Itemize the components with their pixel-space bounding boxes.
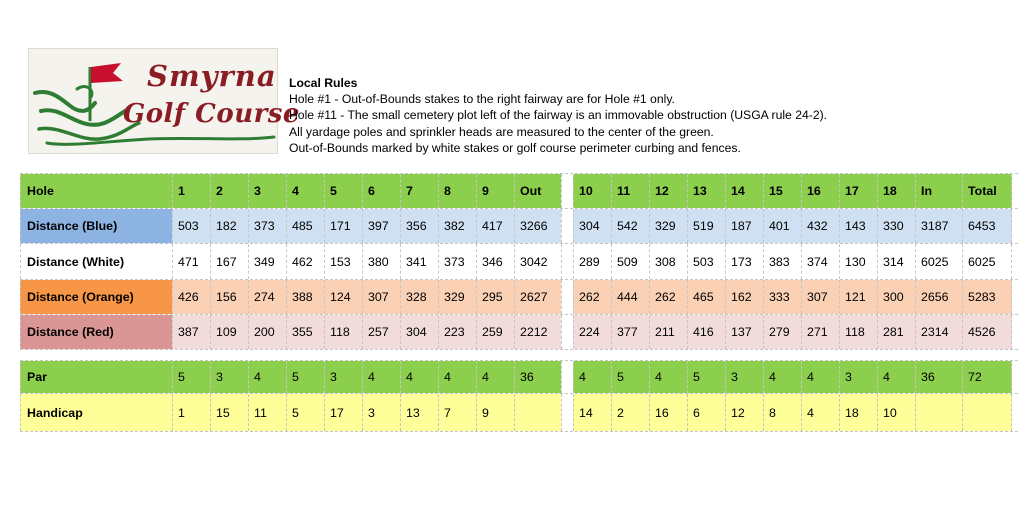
column-separator — [561, 315, 573, 349]
table-cell: 257 — [362, 315, 400, 349]
table-cell: 346 — [476, 244, 514, 279]
table-cell: 356 — [400, 209, 438, 243]
table-cell: 18 — [839, 394, 877, 431]
table-cell: 2627 — [514, 280, 561, 314]
table-cell: 3 — [210, 361, 248, 393]
table-cell: 7 — [438, 394, 476, 431]
table-cell: 2656 — [915, 280, 962, 314]
column-separator — [561, 394, 573, 431]
table-cell: 4 — [649, 361, 687, 393]
table-cell: 279 — [763, 315, 801, 349]
logo-text-line2: Golf Course — [123, 99, 300, 129]
table-cell: 300 — [877, 280, 915, 314]
table-cell: 542 — [611, 209, 649, 243]
table-cell: 388 — [286, 280, 324, 314]
handicap-row — [20, 394, 1018, 432]
table-cell: 4 — [438, 361, 476, 393]
table-cell: 17 — [324, 394, 362, 431]
header-row — [20, 173, 1018, 209]
column-separator — [561, 209, 573, 243]
table-cell: 130 — [839, 244, 877, 279]
table-cell: 11 — [611, 174, 649, 208]
table-cell: 329 — [438, 280, 476, 314]
table-cell: 426 — [172, 280, 210, 314]
table-cell: 4 — [400, 361, 438, 393]
table-cell: 7 — [400, 174, 438, 208]
table-cell: 14 — [725, 174, 763, 208]
row-label: Par — [20, 361, 172, 393]
table-cell: 262 — [573, 280, 611, 314]
table-cell: 262 — [649, 280, 687, 314]
table-cell: 380 — [362, 244, 400, 279]
distance-orange-row — [20, 280, 1018, 315]
logo-text-line1: Smyrna — [147, 59, 277, 93]
table-cell: 15 — [763, 174, 801, 208]
table-cell: 471 — [172, 244, 210, 279]
table-cell: 13 — [400, 394, 438, 431]
table-cell: 373 — [248, 209, 286, 243]
table-cell: 118 — [324, 315, 362, 349]
table-cell: 162 — [725, 280, 763, 314]
table-cell: 153 — [324, 244, 362, 279]
table-cell: 6025 — [915, 244, 962, 279]
table-cell: 259 — [476, 315, 514, 349]
scorecard-table — [20, 173, 1018, 432]
table-cell: 14 — [573, 394, 611, 431]
table-cell: 333 — [763, 280, 801, 314]
table-cell: 1 — [172, 394, 210, 431]
table-cell: 118 — [839, 315, 877, 349]
table-cell: 4 — [801, 361, 839, 393]
table-cell: 4 — [763, 361, 801, 393]
rule-line: Out-of-Bounds marked by white stakes or golf course perimeter curbing and fences. — [289, 140, 741, 155]
row-label: Handicap — [20, 394, 172, 431]
table-cell: 307 — [362, 280, 400, 314]
table-cell: 3266 — [514, 209, 561, 243]
table-cell: 330 — [877, 209, 915, 243]
table-cell: 12 — [725, 394, 763, 431]
table-cell: 4 — [573, 361, 611, 393]
table-cell: 5 — [172, 361, 210, 393]
table-cell: 3187 — [915, 209, 962, 243]
table-cell: 465 — [687, 280, 725, 314]
table-cell: 17 — [839, 174, 877, 208]
table-cell: 444 — [611, 280, 649, 314]
distance-white-row — [20, 244, 1018, 280]
table-cell: 304 — [400, 315, 438, 349]
table-cell: 4 — [286, 174, 324, 208]
table-cell: 5 — [611, 361, 649, 393]
table-cell: 12 — [649, 174, 687, 208]
table-cell: 4 — [877, 361, 915, 393]
table-cell: 171 — [324, 209, 362, 243]
table-cell: 2 — [611, 394, 649, 431]
table-cell: 109 — [210, 315, 248, 349]
table-cell: 5 — [324, 174, 362, 208]
table-cell: 16 — [801, 174, 839, 208]
distance-blue-row — [20, 209, 1018, 244]
table-cell: 397 — [362, 209, 400, 243]
course-logo — [28, 48, 300, 154]
distance-red-row — [20, 315, 1018, 350]
table-cell: 182 — [210, 209, 248, 243]
table-cell: 328 — [400, 280, 438, 314]
column-separator — [561, 244, 573, 279]
table-cell: 271 — [801, 315, 839, 349]
table-cell: 485 — [286, 209, 324, 243]
table-cell: 387 — [172, 315, 210, 349]
table-cell: 72 — [962, 361, 1012, 393]
table-cell: 401 — [763, 209, 801, 243]
table-cell: 11 — [248, 394, 286, 431]
table-cell: 329 — [649, 209, 687, 243]
table-cell: 417 — [476, 209, 514, 243]
table-cell: 307 — [801, 280, 839, 314]
table-cell: 6 — [687, 394, 725, 431]
row-label: Distance (Red) — [20, 315, 172, 349]
table-cell: 377 — [611, 315, 649, 349]
table-cell: 143 — [839, 209, 877, 243]
table-cell: 36 — [514, 361, 561, 393]
table-cell: 15 — [210, 394, 248, 431]
table-cell: 274 — [248, 280, 286, 314]
table-cell: 3042 — [514, 244, 561, 279]
table-cell: 156 — [210, 280, 248, 314]
table-cell: 6453 — [962, 209, 1012, 243]
column-separator — [561, 174, 573, 208]
table-cell: 1 — [172, 174, 210, 208]
table-cell: Total — [962, 174, 1012, 208]
table-cell: In — [915, 174, 962, 208]
table-cell: 373 — [438, 244, 476, 279]
table-cell: 341 — [400, 244, 438, 279]
table-cell: 18 — [877, 174, 915, 208]
row-label: Distance (Orange) — [20, 280, 172, 314]
table-cell: 355 — [286, 315, 324, 349]
table-cell: 281 — [877, 315, 915, 349]
table-cell: 167 — [210, 244, 248, 279]
table-cell: 3 — [324, 361, 362, 393]
rule-line: Hole #11 - The small cemetery plot left of the fairway is an immovable obstruction (USGA rule 24-2). — [289, 108, 828, 123]
table-cell: 4526 — [962, 315, 1012, 349]
table-cell: 2314 — [915, 315, 962, 349]
table-cell — [514, 394, 561, 431]
table-cell: 295 — [476, 280, 514, 314]
table-cell: 36 — [915, 361, 962, 393]
column-separator — [561, 280, 573, 314]
table-cell: 3 — [248, 174, 286, 208]
par-row — [20, 360, 1018, 394]
table-cell: 5 — [286, 361, 324, 393]
table-cell: 462 — [286, 244, 324, 279]
table-cell: 314 — [877, 244, 915, 279]
table-cell: 374 — [801, 244, 839, 279]
table-cell: 200 — [248, 315, 286, 349]
table-cell: 503 — [687, 244, 725, 279]
table-cell: 6 — [362, 174, 400, 208]
table-cell: 3 — [725, 361, 763, 393]
table-cell: 13 — [687, 174, 725, 208]
table-cell: 4 — [801, 394, 839, 431]
table-cell: 9 — [476, 174, 514, 208]
table-cell: 4 — [248, 361, 286, 393]
table-gap — [20, 350, 1018, 360]
table-cell: 2 — [210, 174, 248, 208]
rule-line: Hole #1 - Out-of-Bounds stakes to the right fairway are for Hole #1 only. — [289, 92, 675, 107]
table-cell: Out — [514, 174, 561, 208]
table-cell: 519 — [687, 209, 725, 243]
table-cell: 10 — [573, 174, 611, 208]
table-cell: 416 — [687, 315, 725, 349]
table-cell: 304 — [573, 209, 611, 243]
table-cell — [915, 394, 962, 431]
table-cell: 5283 — [962, 280, 1012, 314]
table-cell: 3 — [362, 394, 400, 431]
row-label: Distance (White) — [20, 244, 172, 279]
table-cell: 5 — [286, 394, 324, 431]
table-cell: 224 — [573, 315, 611, 349]
table-cell: 9 — [476, 394, 514, 431]
table-cell: 503 — [172, 209, 210, 243]
table-cell: 509 — [611, 244, 649, 279]
table-cell: 173 — [725, 244, 763, 279]
table-cell: 382 — [438, 209, 476, 243]
table-cell: 223 — [438, 315, 476, 349]
table-cell: 8 — [763, 394, 801, 431]
table-cell: 3 — [839, 361, 877, 393]
table-cell: 8 — [438, 174, 476, 208]
table-cell: 4 — [362, 361, 400, 393]
row-label: Hole — [20, 174, 172, 208]
table-cell: 121 — [839, 280, 877, 314]
table-cell: 6025 — [962, 244, 1012, 279]
table-cell: 432 — [801, 209, 839, 243]
table-cell: 2212 — [514, 315, 561, 349]
local-rules — [289, 75, 827, 156]
rule-line: All yardage poles and sprinkler heads are measured to the center of the green. — [289, 124, 714, 139]
table-cell: 308 — [649, 244, 687, 279]
table-cell: 10 — [877, 394, 915, 431]
row-label: Distance (Blue) — [20, 209, 172, 243]
table-cell: 5 — [687, 361, 725, 393]
table-cell: 16 — [649, 394, 687, 431]
table-cell: 4 — [476, 361, 514, 393]
local-rules-title: Local Rules — [289, 76, 358, 90]
table-cell: 383 — [763, 244, 801, 279]
table-cell: 137 — [725, 315, 763, 349]
table-cell: 124 — [324, 280, 362, 314]
table-cell: 349 — [248, 244, 286, 279]
table-cell: 211 — [649, 315, 687, 349]
column-separator — [561, 361, 573, 393]
table-cell: 289 — [573, 244, 611, 279]
table-cell — [962, 394, 1012, 431]
table-cell: 187 — [725, 209, 763, 243]
